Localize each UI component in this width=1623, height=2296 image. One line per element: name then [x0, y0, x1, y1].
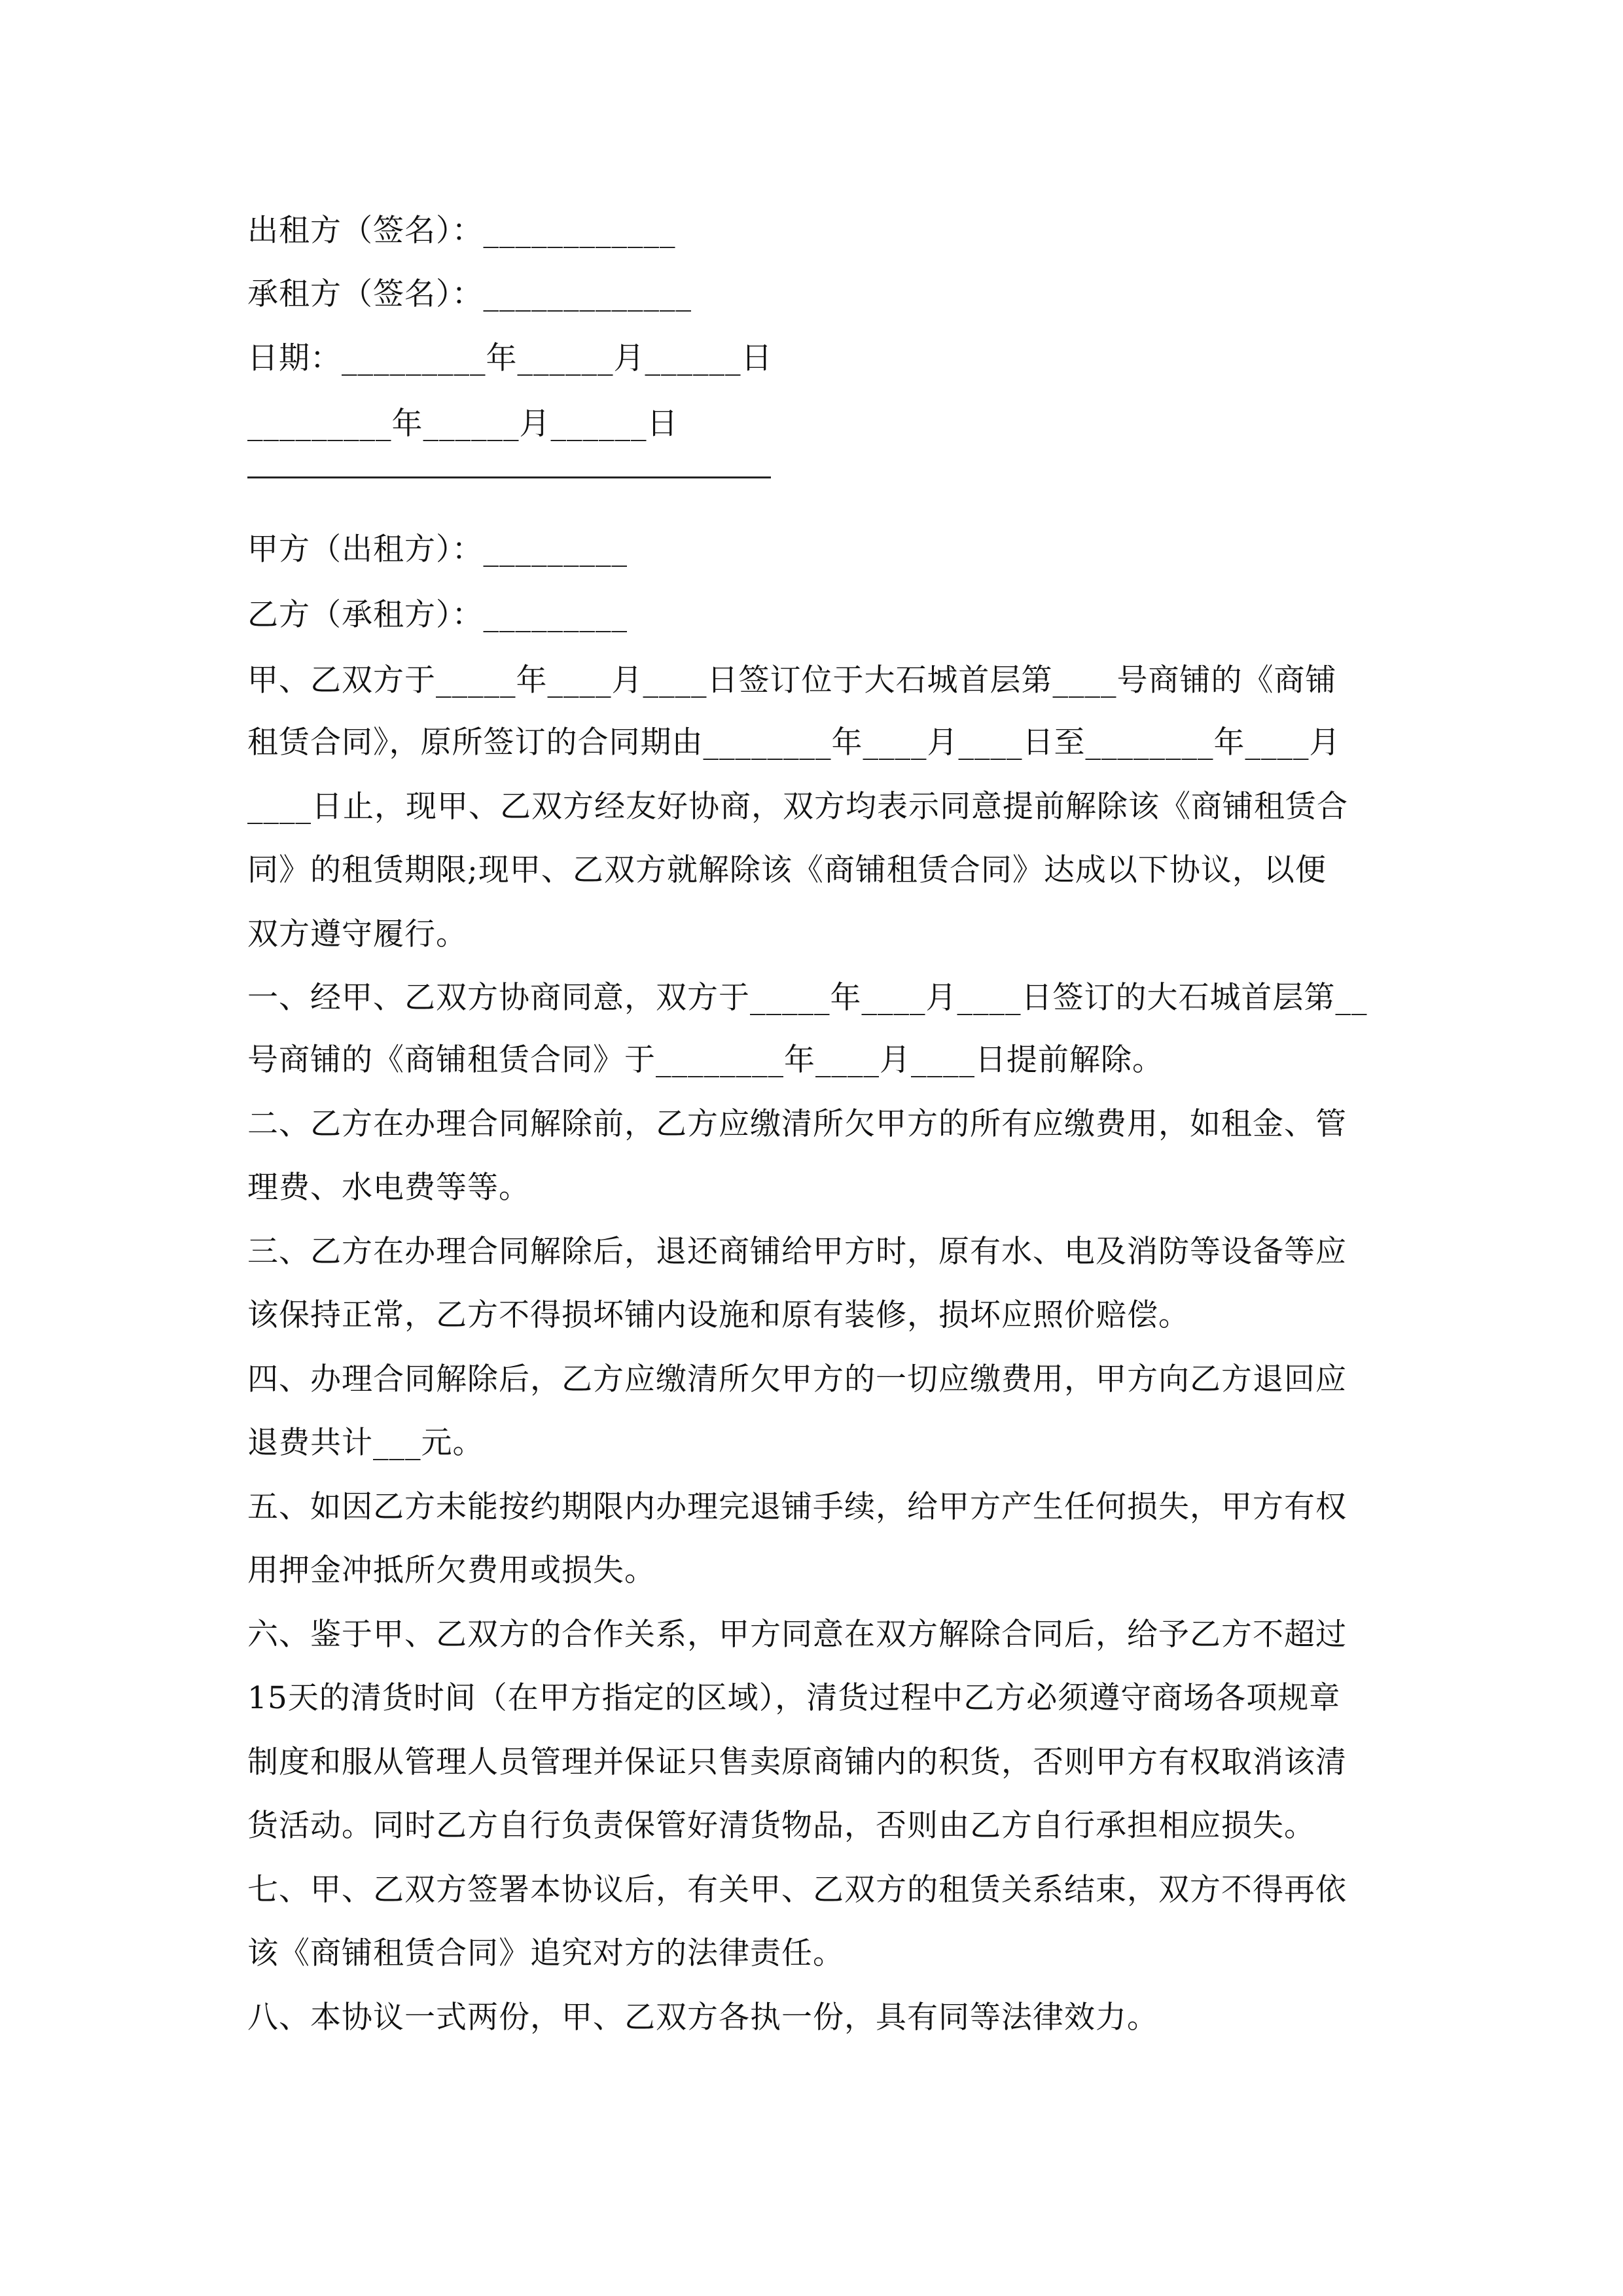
- body-line: 理费、水电费等等。: [247, 1170, 530, 1206]
- body-line: 二、乙方在办理合同解除前，乙方应缴清所欠甲方的所有应缴费用，如租金、管: [247, 1106, 1347, 1142]
- body-line: 租赁合同》，原所签订的合同期由________年____月____日至________年____月: [247, 725, 1341, 761]
- body-line: 甲、乙双方于_____年____月____日签订位于大石城首层第____号商铺的《商铺: [247, 662, 1337, 698]
- body-line: 该《商铺租赁合同》追究对方的法律责任。: [247, 1935, 844, 1971]
- body-line: 四、办理合同解除后，乙方应缴清所欠甲方的一切应缴费用，甲方向乙方退回应: [247, 1361, 1347, 1397]
- body-line: 货活动。同时乙方自行负责保管好清货物品，否则由乙方自行承担相应损失。: [247, 1808, 1315, 1844]
- separator-rule: [247, 476, 771, 478]
- lessor-signature-line: 出租方（签名）：____________: [247, 213, 676, 249]
- lessee-signature-line: 承租方（签名）：_____________: [247, 276, 692, 312]
- body-line: 号商铺的《商铺租赁合同》于________年____月____日提前解除。: [247, 1042, 1164, 1078]
- body-line: 五、如因乙方未能按约期限内办理完退铺手续，给甲方产生任何损失，甲方有权: [247, 1489, 1347, 1525]
- body-line: 同》的租赁期限;现甲、乙双方就解除该《商铺租赁合同》达成以下协议，以便: [247, 852, 1327, 888]
- party-a-line: 甲方（出租方）：_________: [247, 531, 628, 567]
- body-line: 制度和服从管理人员管理并保证只售卖原商铺内的积货，否则甲方有权取消该清: [247, 1744, 1347, 1780]
- body-line: 退费共计___元。: [247, 1425, 484, 1461]
- body-line: 八、本协议一式两份，甲、乙双方各执一份，具有同等法律效力。: [247, 2000, 1158, 2036]
- body-line: 三、乙方在办理合同解除后，退还商铺给甲方时，原有水、电及消防等设备等应: [247, 1234, 1347, 1270]
- date-line-1: 日期：_________年______月______日: [247, 340, 773, 376]
- body-line: 该保持正常，乙方不得损坏铺内设施和原有装修，损坏应照价赔偿。: [247, 1297, 1190, 1333]
- body-line: 双方遵守履行。: [247, 916, 467, 952]
- party-b-line: 乙方（承租方）：_________: [247, 597, 628, 633]
- body-line: 用押金冲抵所欠费用或损失。: [247, 1552, 656, 1588]
- body-line: 七、甲、乙双方签署本协议后，有关甲、乙双方的租赁关系结束，双方不得再依: [247, 1872, 1347, 1908]
- date-line-2: _________年______月______日: [247, 406, 679, 442]
- body-line: 一、经甲、乙双方协商同意，双方于_____年____月____日签订的大石城首层第__: [247, 980, 1368, 1016]
- body-line: ____日止，现甲、乙双方经友好协商，双方均表示同意提前解除该《商铺租赁合: [247, 789, 1348, 825]
- body-line: 15天的清货时间（在甲方指定的区域），清货过程中乙方必须遵守商场各项规章: [247, 1680, 1341, 1716]
- body-line: 六、鉴于甲、乙双方的合作关系，甲方同意在双方解除合同后，给予乙方不超过: [247, 1617, 1347, 1653]
